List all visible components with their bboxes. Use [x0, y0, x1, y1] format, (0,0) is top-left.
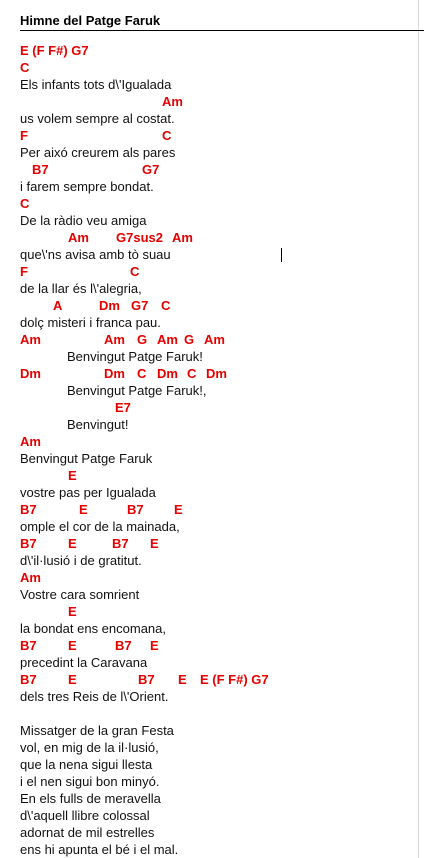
chord-label: C [187, 366, 197, 381]
chord-label: B7 [20, 672, 37, 687]
chord-line [20, 127, 420, 144]
chord-label: B7 [32, 162, 49, 177]
lyric-line [20, 722, 420, 739]
lyric-line [20, 246, 420, 263]
blank-line [20, 705, 420, 722]
lyric-text: Els infants tots d\'Igualada [20, 77, 172, 92]
lyric-line [20, 824, 420, 841]
chord-label: B7 [115, 638, 132, 653]
chord-label: Am [157, 332, 178, 347]
chord-line [20, 297, 420, 314]
chord-line [20, 161, 420, 178]
chord-label: E [68, 536, 77, 551]
lyric-line [20, 76, 420, 93]
chord-label: Am [104, 332, 125, 347]
lyric-text: la bondat ens encomana, [20, 621, 166, 636]
text-cursor [281, 248, 282, 262]
lyric-text: i el nen sigui bon minyó. [20, 774, 160, 789]
chord-line [20, 637, 420, 654]
lyric-text: d\'il·lusió i de gratitut. [20, 553, 142, 568]
lyric-text: vostre pas per Igualada [20, 485, 156, 500]
chord-line [20, 365, 420, 382]
chord-label: E [68, 638, 77, 653]
chord-label: E7 [115, 400, 131, 415]
chord-label: C [130, 264, 140, 279]
chord-line [20, 229, 420, 246]
chord-label: C [162, 128, 172, 143]
lyric-text: Per aixó creurem als pares [20, 145, 176, 160]
lyric-text: De la ràdio veu amiga [20, 213, 147, 228]
chord-line [20, 433, 420, 450]
lyric-text: En els fulls de meravella [20, 791, 161, 806]
lyric-text: Vostre cara somrient [20, 587, 140, 602]
lyric-line [20, 807, 420, 824]
chord-line [20, 467, 420, 484]
lyric-text: ens hi apunta el bé i el mal. [20, 842, 179, 857]
chord-label: Am [20, 570, 41, 585]
chord-line [20, 501, 420, 518]
chord-label: B7 [112, 536, 129, 551]
chord-label: Am [20, 332, 41, 347]
lyric-line [20, 416, 420, 433]
lyric-line [20, 110, 420, 127]
chord-line [20, 535, 420, 552]
lyric-line [20, 314, 420, 331]
lyric-text: Benvingut! [67, 417, 129, 432]
lyric-line [20, 144, 420, 161]
chord-label: Am [68, 230, 89, 245]
lyric-line [20, 790, 420, 807]
lyric-line [20, 178, 420, 195]
lyric-text: Benvingut Patge Faruk! [67, 349, 203, 364]
chord-label: Am [162, 94, 183, 109]
lyric-text: i farem sempre bondat. [20, 179, 154, 194]
document-title[interactable]: Himne del Patge Faruk [20, 13, 161, 28]
lyric-text: Missatger de la gran Festa [20, 723, 174, 738]
chord-label: E [174, 502, 183, 517]
chord-label: E [68, 672, 77, 687]
lyric-text: de la llar és l\'alegria, [20, 281, 142, 296]
lyric-text: d\'aquell llibre colossal [20, 808, 150, 823]
chord-line [20, 671, 420, 688]
lyric-text: vol, en mig de la il·lusió, [20, 740, 159, 755]
chord-line [20, 59, 420, 76]
chord-label: A [53, 298, 63, 313]
lyric-line [20, 654, 420, 671]
chord-line [20, 42, 420, 59]
chord-label: C [137, 366, 147, 381]
chord-label: C [161, 298, 171, 313]
lyric-line [20, 484, 420, 501]
lyric-line [20, 586, 420, 603]
lyric-text: que la nena sigui llesta [20, 757, 153, 772]
chord-label: E [150, 536, 159, 551]
lyric-text: omple el cor de la mainada, [20, 519, 180, 534]
chord-label: E (F F#) G7 [20, 43, 89, 58]
chord-label: E [150, 638, 159, 653]
lyric-line [20, 756, 420, 773]
chord-label: G [137, 332, 148, 347]
chord-label: Dm [99, 298, 120, 313]
lyric-text: Benvingut Patge Faruk!, [67, 383, 207, 398]
lyric-line [20, 450, 420, 467]
lyric-text: dels tres Reis de l\'Orient. [20, 689, 169, 704]
chord-label: E [178, 672, 187, 687]
title-row [20, 13, 424, 31]
lyric-line [20, 382, 420, 399]
chord-label: Dm [104, 366, 125, 381]
chord-label: G7sus2 [116, 230, 163, 245]
chord-label: Am [204, 332, 225, 347]
chord-line [20, 569, 420, 586]
lyric-line [20, 739, 420, 756]
chord-label: G [184, 332, 195, 347]
lyric-text: us volem sempre al costat. [20, 111, 175, 126]
chord-label: B7 [127, 502, 144, 517]
lyric-line [20, 773, 420, 790]
chord-label: E (F F#) G7 [200, 672, 269, 687]
lyric-line [20, 212, 420, 229]
chord-label: C [20, 60, 30, 75]
lyric-line [20, 688, 420, 705]
chord-line [20, 263, 420, 280]
lyric-line [20, 841, 420, 858]
chord-line [20, 399, 420, 416]
lyric-text: adornat de mil estrelles [20, 825, 155, 840]
chord-label: Dm [206, 366, 227, 381]
lyric-text: que\'ns avisa amb tò suau [20, 247, 171, 262]
chord-label: B7 [20, 502, 37, 517]
lyric-line [20, 280, 420, 297]
lyric-text: Benvingut Patge Faruk [20, 451, 153, 466]
chord-label: G7 [142, 162, 160, 177]
chord-label: Dm [157, 366, 178, 381]
chord-line [20, 331, 420, 348]
chord-label: Dm [20, 366, 41, 381]
chord-label: Am [20, 434, 41, 449]
chord-label: C [20, 196, 30, 211]
song-body[interactable] [20, 42, 420, 858]
chord-label: F [20, 264, 28, 279]
lyric-line [20, 620, 420, 637]
chord-line [20, 93, 420, 110]
lyric-text: dolç misteri i franca pau. [20, 315, 161, 330]
lyric-line [20, 348, 420, 365]
chord-line [20, 195, 420, 212]
chord-label: B7 [20, 536, 37, 551]
lyric-line [20, 518, 420, 535]
chord-label: E [68, 604, 77, 619]
lyric-text: precedint la Caravana [20, 655, 148, 670]
lyric-line [20, 552, 420, 569]
chord-label: E [79, 502, 88, 517]
chord-line [20, 603, 420, 620]
chord-label: G7 [131, 298, 149, 313]
chord-label: Am [172, 230, 193, 245]
chord-label: E [68, 468, 77, 483]
chord-label: B7 [138, 672, 155, 687]
chord-label: F [20, 128, 28, 143]
chord-label: B7 [20, 638, 37, 653]
